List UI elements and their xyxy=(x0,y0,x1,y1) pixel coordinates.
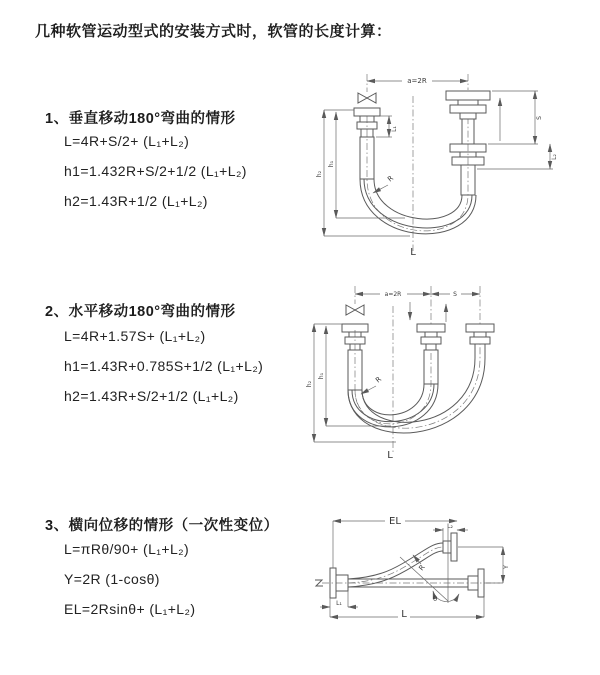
length-L-label: L xyxy=(387,450,393,461)
section-1-formula-h2: h2=1.43R+1/2 (L₁+L₂) xyxy=(64,193,208,209)
dim-h1-label: h₁ xyxy=(318,372,325,380)
angle-theta xyxy=(400,528,459,603)
section-3-formula-Y: Y=2R (1-cosθ) xyxy=(64,571,160,587)
dim-Y-label: Y xyxy=(503,565,510,569)
dim-L2-label: L₂ xyxy=(447,523,453,530)
dim-h2-label: h₂ xyxy=(306,380,313,388)
diagram-horizontal-180-bend xyxy=(306,280,578,464)
angle-theta-label: θ xyxy=(433,595,438,603)
section-2-formula-h2: h2=1.43R+S/2+1/2 (L₁+L₂) xyxy=(64,388,239,404)
dim-L2-label: L₂ xyxy=(551,154,558,160)
dim-h2 xyxy=(306,324,396,442)
section-2-formula-h1: h1=1.43R+0.785S+1/2 (L₁+L₂) xyxy=(64,358,264,374)
section-3-formula-EL: EL=2Rsinθ+ (L₁+L₂) xyxy=(64,601,196,617)
break-mark xyxy=(315,580,323,586)
section-1-heading: 1、垂直移动180°弯曲的情形 xyxy=(45,111,236,127)
dim-S-label: S xyxy=(536,116,543,120)
radius-leader xyxy=(361,375,383,394)
valve-icon xyxy=(358,93,376,103)
dim-h1-label: h₁ xyxy=(328,160,335,168)
dim-EL xyxy=(333,514,457,568)
radius-R-label: R xyxy=(386,174,396,184)
dim-L xyxy=(330,597,484,620)
dim-L1 xyxy=(320,591,358,607)
dim-L2 xyxy=(477,144,558,169)
length-L-label: L xyxy=(410,247,416,258)
dim-S xyxy=(488,91,543,144)
valve-icon xyxy=(346,305,364,315)
dim-L1 xyxy=(376,116,398,137)
dim-L-label: L xyxy=(401,609,407,620)
hose-centerline-pos2 xyxy=(355,344,480,428)
diagram-vertical-180-bend xyxy=(310,66,570,258)
displaced-flange xyxy=(443,533,457,561)
section-3-formula-L: L=πRθ/90+ (L₁+L₂) xyxy=(64,541,190,557)
radius-leader xyxy=(373,174,395,193)
displaced-hose xyxy=(348,543,443,587)
dim-S-label: S xyxy=(453,291,457,298)
dim-h2-label: h₂ xyxy=(316,170,323,178)
right-pipe-assembly xyxy=(446,91,490,195)
section-1-formula-h1: h1=1.432R+S/2+1/2 (L₁+L₂) xyxy=(64,163,247,179)
section-3-heading: 3、横向位移的情形（一次性变位） xyxy=(45,518,279,534)
dim-a2R-label: a=2R xyxy=(407,77,427,85)
diagram-lateral-displacement xyxy=(300,495,592,660)
u-hose xyxy=(360,179,476,234)
dim-L1-label: L₁ xyxy=(391,126,398,132)
dim-EL-label: EL xyxy=(389,516,401,527)
radius-R-label: R xyxy=(374,375,384,385)
section-2-formula-L: L=4R+1.57S+ (L₁+L₂) xyxy=(64,328,206,344)
section-1-formula-L: L=4R+S/2+ (L₁+L₂) xyxy=(64,133,190,149)
page-title: 几种软管运动型式的安装方式时，软管的长度计算： xyxy=(35,23,392,40)
section-2-heading: 2、水平移动180°弯曲的情形 xyxy=(45,304,236,320)
dim-a2R-label: a=2R xyxy=(384,291,402,298)
dim-L1-label: L₁ xyxy=(336,600,342,607)
u-hose-position-2 xyxy=(348,358,485,433)
radius-R-label: R xyxy=(417,563,427,573)
